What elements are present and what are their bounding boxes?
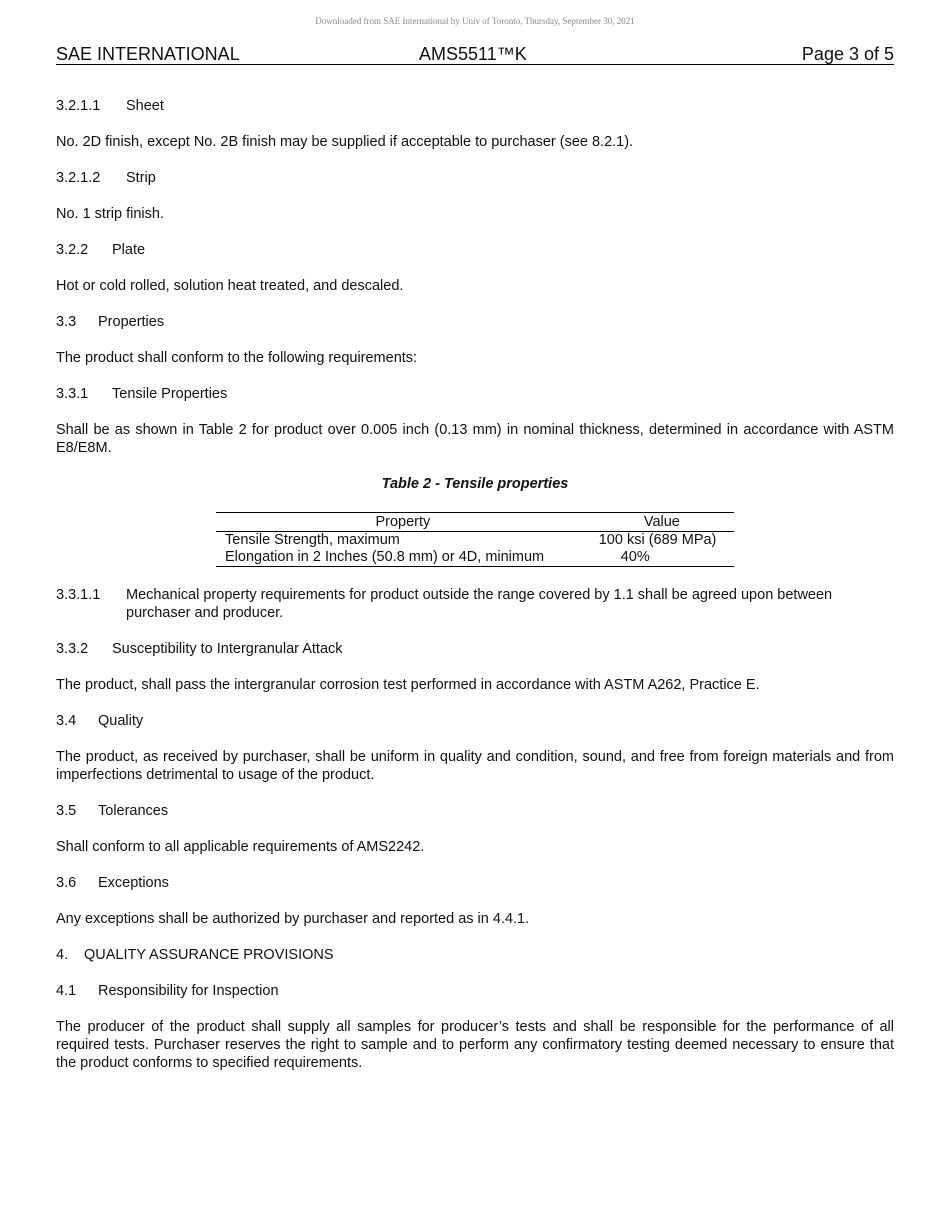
cell-property: Elongation in 2 Inches (50.8 mm) or 4D, minimum [216,549,590,567]
header-document-number: AMS5511™K [419,44,527,64]
section-title: QUALITY ASSURANCE PROVISIONS [84,947,334,963]
section-title: Plate [112,242,146,258]
section-number: 3.2.1.2 [56,170,101,186]
section-title: Sheet [126,98,164,114]
section-title: Exceptions [98,875,169,891]
heading-3-4 [56,712,894,730]
paragraph-3-6: Any exceptions shall be authorized by purchaser and reported as in 4.4.1. [56,911,530,927]
paragraph-3-4: The product, as received by purchaser, shall be uniform in quality and condition, sound, and free from foreign materials and from imperfections detrimental to usage of the product. [56,749,894,783]
table-header-row [216,513,734,532]
heading-3-3 [56,313,894,331]
header-property: Property [216,513,590,532]
table-row [216,549,734,567]
paragraph-4-1: The producer of the product shall supply all samples for producer’s tests and shall be responsible for the performance of all required tests. Purchaser reserves the right to sample and to perform any confirmatory testing deemed necessary to ensure that the product conforms to specified requirements. [56,1019,894,1071]
section-number: 4.1 [56,983,77,999]
section-number: 3.4 [56,713,77,729]
paragraph-3-2-1-2: No. 1 strip finish. [56,206,164,222]
section-title: Responsibility for Inspection [98,983,279,999]
section-number: 3.6 [56,875,77,891]
section-number: 3.2.2 [56,242,89,258]
paragraph-3-2-1-1: No. 2D finish, except No. 2B finish may be supplied if acceptable to purchaser (see 8.2.1). [56,134,634,150]
paragraph-3-2-2: Hot or cold rolled, solution heat treated, and descaled. [56,278,404,294]
document-body [56,97,894,1090]
cell-value: 40% [590,549,734,567]
section-title: Tolerances [98,803,169,819]
tensile-properties-table [216,512,734,567]
heading-3-3-1-1 [56,586,894,622]
section-title: Susceptibility to Intergranular Attack [112,641,343,657]
heading-3-2-2 [56,241,894,259]
download-watermark: Downloaded from SAE International by Univ of Toronto, Thursday, September 30, 2021 [315,16,635,26]
section-number: 4. [56,947,69,963]
section-number: 3.5 [56,803,77,819]
heading-3-2-1-2 [56,169,894,187]
paragraph-3-3-2: The product, shall pass the intergranular corrosion test performed in accordance with ASTM A262, Practice E. [56,677,760,693]
page-header [56,44,894,65]
header-page-number: Page 3 of 5 [801,44,894,64]
heading-4 [56,946,894,964]
header-organization: SAE INTERNATIONAL [56,44,240,64]
section-number: 3.3 [56,314,77,330]
section-number: 3.3.1 [56,386,89,402]
paragraph-3-3-1: Shall be as shown in Table 2 for product over 0.005 inch (0.13 mm) in nominal thickness, determined in accordance with ASTM E8/E8M. [56,422,894,456]
section-number: 3.3.2 [56,641,89,657]
paragraph-3-5: Shall conform to all applicable requirements of AMS2242. [56,839,425,855]
table-row [216,532,734,550]
section-number: 3.2.1.1 [56,98,101,114]
heading-3-6 [56,874,894,892]
header-value: Value [590,513,734,532]
section-title: Quality [98,713,144,729]
paragraph-3-3-1-1: Mechanical property requirements for product outside the range covered by 1.1 shall be agreed upon between purchaser and producer. [126,587,833,621]
heading-3-3-2 [56,640,894,658]
heading-3-5 [56,802,894,820]
section-title: Strip [126,170,156,186]
cell-property: Tensile Strength, maximum [225,532,400,548]
section-title: Properties [98,314,165,330]
heading-4-1 [56,982,894,1000]
section-title: Tensile Properties [112,386,228,402]
cell-value: 100 ksi (689 MPa) [598,532,717,548]
table-caption: Table 2 - Tensile properties [381,476,569,492]
section-number: 3.3.1.1 [56,587,101,603]
paragraph-3-3: The product shall conform to the following requirements: [56,350,418,366]
heading-3-2-1-1 [56,97,894,115]
heading-3-3-1 [56,385,894,403]
